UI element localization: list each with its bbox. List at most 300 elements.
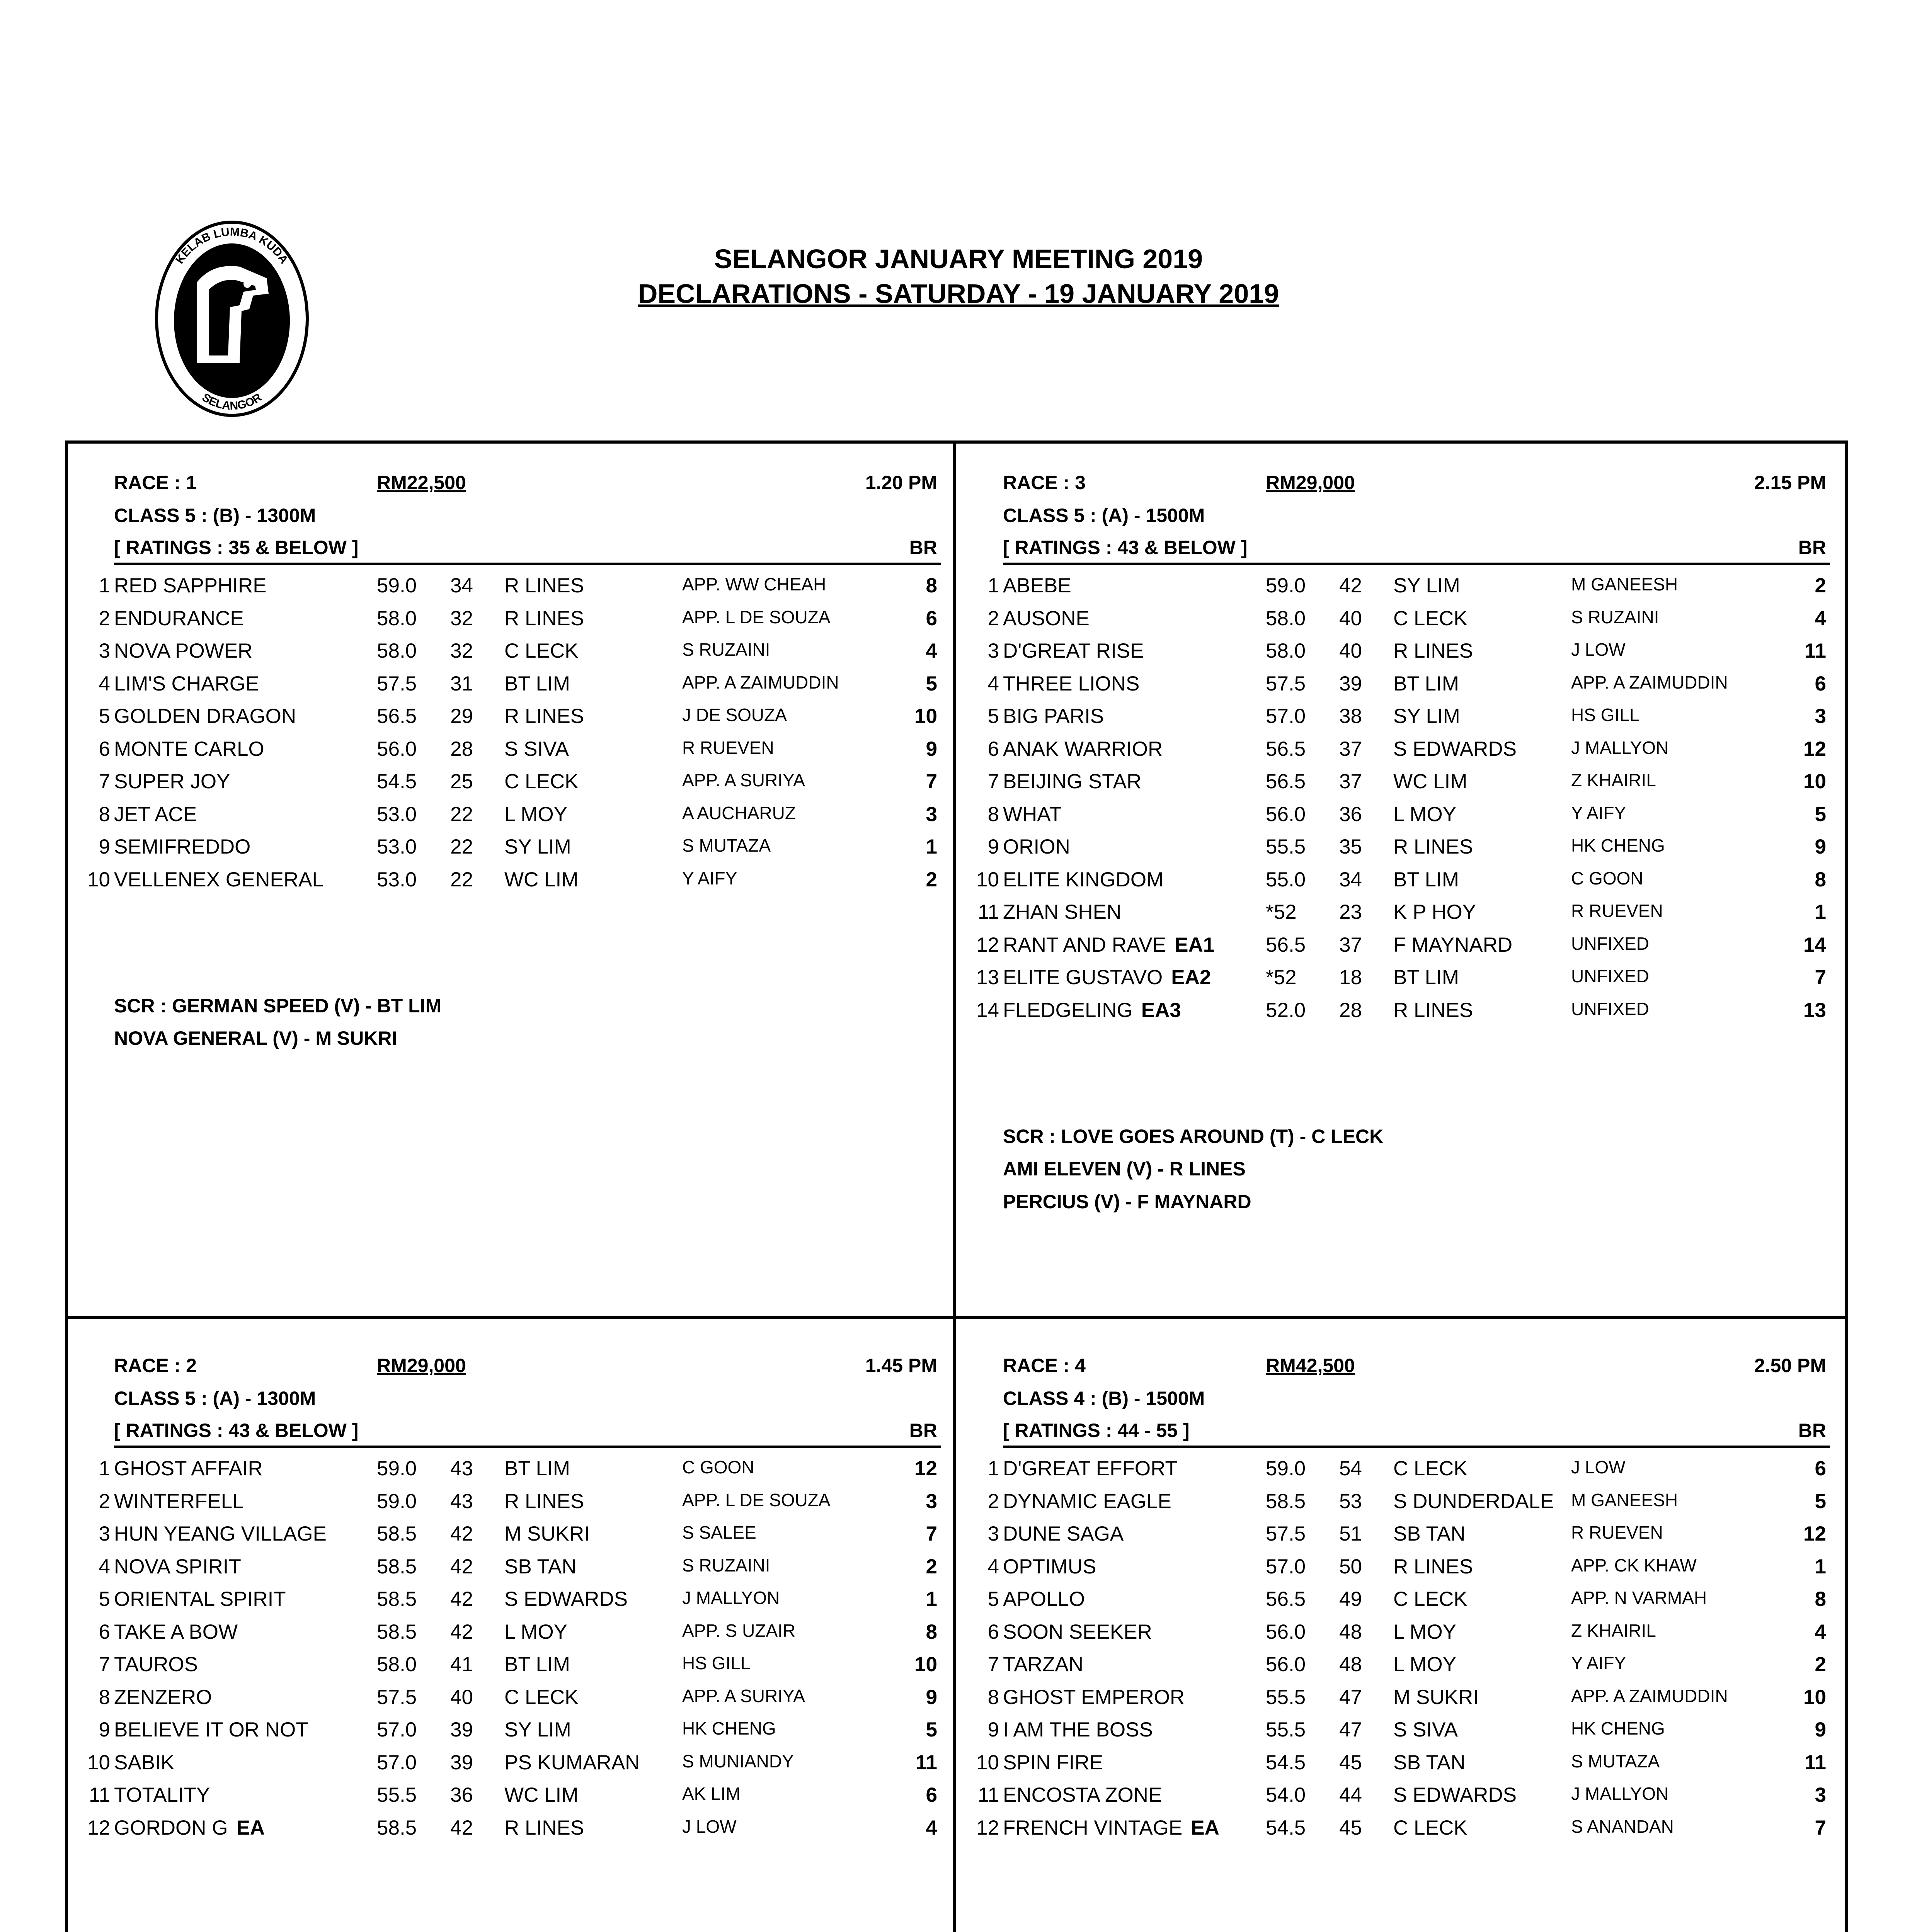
rating: 45 bbox=[1339, 1751, 1362, 1774]
runner-row bbox=[68, 733, 941, 766]
runner-number: 2 bbox=[987, 607, 999, 630]
barrier-header: BR bbox=[909, 1420, 937, 1441]
trainer: SY LIM bbox=[1393, 705, 1460, 728]
race-prize: RM29,000 bbox=[1266, 472, 1355, 493]
runner-row bbox=[957, 896, 1830, 929]
weight: 53.0 bbox=[377, 803, 417, 826]
barrier: 12 bbox=[914, 1457, 937, 1480]
horse-name-cell bbox=[1003, 868, 1163, 891]
jockey: HS GILL bbox=[682, 1653, 751, 1673]
weight: 57.5 bbox=[377, 672, 417, 695]
runner-number: 5 bbox=[99, 705, 110, 728]
rating: 45 bbox=[1339, 1816, 1362, 1839]
barrier: 10 bbox=[1803, 770, 1826, 793]
page-title: SELANGOR JANUARY MEETING 2019 bbox=[714, 244, 1203, 274]
runner-number: 8 bbox=[987, 803, 999, 826]
rating: 23 bbox=[1339, 901, 1362, 923]
trainer: L MOY bbox=[504, 1620, 567, 1643]
race-time: 1.45 PM bbox=[865, 1355, 937, 1376]
rating: 39 bbox=[1339, 672, 1362, 695]
horse-name-cell bbox=[114, 1620, 238, 1644]
runner-number: 3 bbox=[99, 1522, 110, 1545]
rating: 51 bbox=[1339, 1522, 1362, 1545]
scratchings bbox=[1003, 1125, 1383, 1223]
horse-name-cell bbox=[114, 1490, 244, 1513]
horse-name-cell bbox=[1003, 998, 1181, 1022]
runner-row bbox=[957, 668, 1830, 701]
runner-number: 1 bbox=[99, 574, 110, 597]
trainer: R LINES bbox=[1393, 639, 1473, 662]
emergency-tag: EA bbox=[236, 1816, 265, 1839]
emergency-tag: EA1 bbox=[1175, 933, 1215, 956]
runner-list bbox=[957, 1453, 1830, 1845]
jockey: APP. S UZAIR bbox=[682, 1620, 796, 1641]
trainer: SY LIM bbox=[504, 835, 571, 858]
trainer: C LECK bbox=[1393, 1457, 1468, 1480]
trainer: R LINES bbox=[504, 574, 584, 597]
runner-row bbox=[957, 603, 1830, 636]
emergency-tag: EA bbox=[1191, 1816, 1219, 1839]
runner-number: 5 bbox=[987, 705, 999, 728]
trainer: WC LIM bbox=[504, 1784, 579, 1806]
barrier: 8 bbox=[926, 574, 937, 597]
barrier: 3 bbox=[926, 803, 937, 826]
runner-number: 6 bbox=[987, 1620, 999, 1643]
horse-name-cell bbox=[1003, 835, 1070, 859]
barrier: 2 bbox=[926, 868, 937, 891]
runner-number: 3 bbox=[99, 639, 110, 662]
page-subtitle: DECLARATIONS - SATURDAY - 19 JANUARY 2019 bbox=[638, 279, 1279, 309]
horse-name: HUN YEANG VILLAGE bbox=[114, 1522, 327, 1545]
runner-list bbox=[68, 1453, 941, 1845]
horse-name-cell bbox=[1003, 1653, 1083, 1676]
jockey: Z KHAIRIL bbox=[1571, 770, 1656, 790]
scratching-line: NOVA GENERAL (V) - M SUKRI bbox=[114, 1027, 397, 1049]
weight: 58.0 bbox=[1266, 639, 1306, 662]
weight: 56.5 bbox=[1266, 1588, 1306, 1611]
horse-name-cell bbox=[1003, 672, 1139, 696]
race-time: 2.50 PM bbox=[1754, 1355, 1826, 1376]
jockey: HK CHENG bbox=[1571, 835, 1665, 855]
race-time: 2.15 PM bbox=[1754, 472, 1826, 493]
runner-row bbox=[957, 864, 1830, 897]
jockey: Y AIFY bbox=[1571, 803, 1626, 823]
emergency-tag: EA3 bbox=[1141, 998, 1181, 1022]
trainer: R LINES bbox=[1393, 835, 1473, 858]
runner-list bbox=[68, 570, 941, 896]
jockey: HS GILL bbox=[1571, 705, 1639, 725]
rating: 43 bbox=[450, 1457, 473, 1480]
runner-row bbox=[68, 1682, 941, 1714]
horse-name: APOLLO bbox=[1003, 1588, 1085, 1611]
weight: 58.5 bbox=[377, 1522, 417, 1545]
runner-number: 4 bbox=[987, 1555, 999, 1578]
scratchings bbox=[114, 995, 441, 1060]
barrier: 6 bbox=[926, 607, 937, 630]
runner-number: 9 bbox=[987, 1718, 999, 1741]
trainer: BT LIM bbox=[1393, 966, 1459, 989]
runner-number: 1 bbox=[987, 574, 999, 597]
runner-number: 6 bbox=[987, 737, 999, 760]
horse-name-cell bbox=[114, 704, 296, 728]
trainer: S EDWARDS bbox=[504, 1588, 628, 1611]
horse-name-cell bbox=[1003, 607, 1090, 630]
rating: 29 bbox=[450, 705, 473, 728]
horse-name: ABEBE bbox=[1003, 574, 1071, 597]
horse-name-cell bbox=[114, 835, 250, 859]
runner-row bbox=[68, 1453, 941, 1486]
horse-name: FRENCH VINTAGE bbox=[1003, 1816, 1183, 1839]
runner-row bbox=[957, 1812, 1830, 1845]
horse-name-cell bbox=[1003, 966, 1211, 989]
runner-number: 7 bbox=[987, 770, 999, 793]
horse-name-cell bbox=[1003, 770, 1141, 793]
rating: 22 bbox=[450, 835, 473, 858]
runner-row bbox=[957, 929, 1830, 962]
barrier: 1 bbox=[926, 1588, 937, 1611]
trainer: S EDWARDS bbox=[1393, 737, 1517, 760]
barrier: 3 bbox=[926, 1490, 937, 1513]
runner-row bbox=[68, 799, 941, 832]
horse-name: DUNE SAGA bbox=[1003, 1522, 1124, 1545]
rating: 36 bbox=[1339, 803, 1362, 826]
weight: 56.5 bbox=[1266, 737, 1306, 760]
header-rule bbox=[114, 1446, 941, 1448]
horse-name-cell bbox=[114, 1457, 263, 1480]
trainer: BT LIM bbox=[504, 672, 570, 695]
rating: 28 bbox=[450, 737, 473, 760]
rating: 39 bbox=[450, 1718, 473, 1741]
barrier: 1 bbox=[1815, 901, 1826, 923]
rating: 36 bbox=[450, 1784, 473, 1806]
rating: 25 bbox=[450, 770, 473, 793]
runner-row bbox=[68, 701, 941, 733]
runner-row bbox=[957, 701, 1830, 733]
runner-number: 14 bbox=[976, 998, 999, 1022]
runner-number: 6 bbox=[99, 737, 110, 760]
rating: 32 bbox=[450, 607, 473, 630]
trainer: L MOY bbox=[504, 803, 567, 826]
rating: 41 bbox=[450, 1653, 473, 1676]
rating: 40 bbox=[1339, 639, 1362, 662]
trainer: R LINES bbox=[504, 607, 584, 630]
barrier: 5 bbox=[926, 1718, 937, 1741]
barrier-header: BR bbox=[1798, 537, 1826, 558]
horse-name: LIM'S CHARGE bbox=[114, 672, 259, 695]
rating: 32 bbox=[450, 639, 473, 662]
race-time: 1.20 PM bbox=[865, 472, 937, 493]
rating: 49 bbox=[1339, 1588, 1362, 1611]
barrier: 8 bbox=[1815, 1588, 1826, 1611]
horse-name-cell bbox=[114, 1555, 241, 1578]
rating: 42 bbox=[450, 1816, 473, 1839]
weight: 55.5 bbox=[1266, 1685, 1306, 1709]
runner-row bbox=[957, 1779, 1830, 1812]
horse-name-cell bbox=[114, 737, 264, 761]
trainer: SB TAN bbox=[1393, 1751, 1466, 1774]
runner-number: 7 bbox=[987, 1653, 999, 1676]
jockey: S MUNIANDY bbox=[682, 1751, 794, 1771]
jockey: J LOW bbox=[1571, 639, 1626, 660]
horse-name-cell bbox=[114, 1783, 210, 1807]
weight: 58.5 bbox=[377, 1555, 417, 1578]
horse-name-cell bbox=[1003, 900, 1121, 924]
trainer: S SIVA bbox=[504, 737, 569, 760]
barrier: 11 bbox=[915, 1751, 937, 1774]
horse-name: SABIK bbox=[114, 1751, 175, 1774]
runner-number: 13 bbox=[976, 966, 999, 989]
runner-number: 2 bbox=[987, 1490, 999, 1513]
weight: 58.5 bbox=[1266, 1490, 1306, 1513]
horse-name-cell bbox=[1003, 1718, 1153, 1742]
horse-name: BELIEVE IT OR NOT bbox=[114, 1718, 308, 1741]
runner-row bbox=[957, 962, 1830, 995]
jockey: S MUTAZA bbox=[1571, 1751, 1660, 1771]
rating: 42 bbox=[450, 1522, 473, 1545]
horse-name-cell bbox=[1003, 639, 1144, 663]
weight: 58.0 bbox=[377, 607, 417, 630]
trainer: SB TAN bbox=[504, 1555, 577, 1578]
barrier: 6 bbox=[1815, 672, 1826, 695]
trainer: C LECK bbox=[1393, 1816, 1468, 1839]
weight: 58.0 bbox=[377, 1653, 417, 1676]
horse-name: WHAT bbox=[1003, 803, 1062, 826]
runner-row bbox=[68, 668, 941, 701]
jockey: APP. WW CHEAH bbox=[682, 574, 826, 594]
trainer: WC LIM bbox=[1393, 770, 1468, 793]
horse-name-cell bbox=[114, 1718, 308, 1742]
trainer: SY LIM bbox=[1393, 574, 1460, 597]
runner-number: 10 bbox=[87, 1751, 110, 1774]
weight: 56.5 bbox=[377, 705, 417, 728]
horse-name: FLEDGELING bbox=[1003, 998, 1133, 1022]
jockey: APP. L DE SOUZA bbox=[682, 607, 831, 627]
horse-name-cell bbox=[1003, 1620, 1152, 1644]
barrier: 3 bbox=[1815, 705, 1826, 728]
horse-name-cell bbox=[114, 1522, 327, 1546]
race-prize: RM29,000 bbox=[377, 1355, 466, 1376]
runner-number: 4 bbox=[99, 672, 110, 695]
horse-name: ORIENTAL SPIRIT bbox=[114, 1588, 286, 1611]
rating: 40 bbox=[450, 1685, 473, 1709]
trainer: L MOY bbox=[1393, 1620, 1456, 1643]
jockey: APP. CK KHAW bbox=[1571, 1555, 1697, 1575]
horse-name-cell bbox=[1003, 737, 1163, 761]
runner-number: 3 bbox=[987, 639, 999, 662]
rating: 42 bbox=[450, 1588, 473, 1611]
horse-name: OPTIMUS bbox=[1003, 1555, 1096, 1578]
runner-row bbox=[957, 635, 1830, 668]
weight: 59.0 bbox=[377, 1457, 417, 1480]
race-number: RACE : 3 bbox=[1003, 472, 1086, 493]
trainer: M SUKRI bbox=[504, 1522, 590, 1545]
scratching-line: AMI ELEVEN (V) - R LINES bbox=[1003, 1158, 1246, 1180]
trainer: S EDWARDS bbox=[1393, 1784, 1517, 1806]
jockey: A AUCHARUZ bbox=[682, 803, 796, 823]
horse-name-cell bbox=[114, 607, 244, 630]
weight: 58.0 bbox=[1266, 607, 1306, 630]
vertical-divider bbox=[953, 440, 956, 1932]
runner-number: 8 bbox=[99, 803, 110, 826]
trainer: BT LIM bbox=[504, 1457, 570, 1480]
runner-row bbox=[68, 1812, 941, 1845]
weight: 54.5 bbox=[1266, 1751, 1306, 1774]
trainer: C LECK bbox=[1393, 607, 1468, 630]
runner-row bbox=[957, 799, 1830, 832]
horse-name: SOON SEEKER bbox=[1003, 1620, 1152, 1643]
barrier: 9 bbox=[1815, 1718, 1826, 1741]
runner-row bbox=[957, 1714, 1830, 1747]
barrier: 2 bbox=[926, 1555, 937, 1578]
race-panel bbox=[957, 1354, 1830, 1932]
horse-name-cell bbox=[1003, 1555, 1096, 1578]
horse-name-cell bbox=[114, 639, 252, 663]
jockey: UNFIXED bbox=[1571, 933, 1649, 954]
jockey: Y AIFY bbox=[682, 868, 737, 888]
runner-row bbox=[957, 995, 1830, 1027]
runner-row bbox=[957, 1453, 1830, 1486]
rating: 54 bbox=[1339, 1457, 1362, 1480]
horse-name: VELLENEX GENERAL bbox=[114, 868, 324, 891]
horse-name: SPIN FIRE bbox=[1003, 1751, 1103, 1774]
rating: 34 bbox=[450, 574, 473, 597]
horse-name-cell bbox=[114, 770, 230, 793]
weight: 57.5 bbox=[1266, 1522, 1306, 1545]
weight: 54.0 bbox=[1266, 1784, 1306, 1806]
weight: 59.0 bbox=[1266, 1457, 1306, 1480]
barrier: 4 bbox=[926, 1816, 937, 1839]
weight: 56.5 bbox=[1266, 933, 1306, 956]
race-ratings: [ RATINGS : 35 & BELOW ] bbox=[114, 537, 359, 558]
trainer: C LECK bbox=[504, 639, 579, 662]
barrier: 13 bbox=[1803, 998, 1826, 1022]
runner-number: 11 bbox=[977, 1784, 999, 1806]
runner-row bbox=[68, 1747, 941, 1780]
jockey: Z KHAIRIL bbox=[1571, 1620, 1656, 1641]
race-number: RACE : 2 bbox=[114, 1355, 197, 1376]
runner-row bbox=[68, 831, 941, 864]
horse-name: ELITE GUSTAVO bbox=[1003, 966, 1163, 989]
runner-number: 7 bbox=[99, 770, 110, 793]
race-class: CLASS 5 : (B) - 1300M bbox=[114, 505, 316, 526]
rating: 18 bbox=[1339, 966, 1362, 989]
rating: 48 bbox=[1339, 1620, 1362, 1643]
horse-name: DYNAMIC EAGLE bbox=[1003, 1490, 1171, 1513]
horse-name-cell bbox=[1003, 1457, 1178, 1480]
horse-name-cell bbox=[1003, 704, 1104, 728]
trainer: WC LIM bbox=[504, 868, 579, 891]
barrier: 7 bbox=[1815, 966, 1826, 989]
runner-number: 4 bbox=[987, 672, 999, 695]
barrier: 12 bbox=[1803, 737, 1826, 760]
barrier: 9 bbox=[1815, 835, 1826, 858]
jockey: J LOW bbox=[1571, 1457, 1626, 1477]
horse-name: NOVA SPIRIT bbox=[114, 1555, 241, 1578]
jockey: HK CHENG bbox=[1571, 1718, 1665, 1738]
horse-name: SEMIFREDDO bbox=[114, 835, 251, 858]
horse-name: ELITE KINGDOM bbox=[1003, 868, 1164, 891]
rating: 42 bbox=[1339, 574, 1362, 597]
barrier: 3 bbox=[1815, 1784, 1826, 1806]
trainer: BT LIM bbox=[1393, 868, 1459, 891]
horse-name: TAUROS bbox=[114, 1653, 198, 1676]
horse-name-cell bbox=[1003, 803, 1062, 826]
barrier: 1 bbox=[926, 835, 937, 858]
horse-name: GORDON G bbox=[114, 1816, 228, 1839]
jockey: S RUZAINI bbox=[682, 639, 770, 660]
horse-name: AUSONE bbox=[1003, 607, 1090, 630]
horse-name: TARZAN bbox=[1003, 1653, 1084, 1676]
trainer: BT LIM bbox=[1393, 672, 1459, 695]
race-ratings: [ RATINGS : 43 & BELOW ] bbox=[1003, 537, 1248, 558]
runner-row bbox=[68, 1779, 941, 1812]
race-ratings: [ RATINGS : 44 - 55 ] bbox=[1003, 1420, 1190, 1441]
weight: 57.0 bbox=[377, 1751, 417, 1774]
barrier: 6 bbox=[926, 1784, 937, 1806]
horse-name-cell bbox=[114, 803, 197, 826]
runner-row bbox=[68, 635, 941, 668]
weight: 57.5 bbox=[1266, 672, 1306, 695]
runner-row bbox=[68, 1714, 941, 1747]
barrier: 10 bbox=[914, 705, 937, 728]
rating: 50 bbox=[1339, 1555, 1362, 1578]
weight: 59.0 bbox=[1266, 574, 1306, 597]
jockey: C GOON bbox=[1571, 868, 1643, 888]
runner-number: 4 bbox=[99, 1555, 110, 1578]
barrier: 8 bbox=[926, 1620, 937, 1643]
horse-name: GHOST AFFAIR bbox=[114, 1457, 263, 1480]
runner-row bbox=[957, 570, 1830, 603]
jockey: APP. A ZAIMUDDIN bbox=[1571, 672, 1728, 692]
jockey: S ANANDAN bbox=[1571, 1816, 1674, 1837]
horse-name: JET ACE bbox=[114, 803, 197, 826]
trainer: R LINES bbox=[504, 1490, 584, 1513]
trainer: C LECK bbox=[504, 770, 579, 793]
barrier-header: BR bbox=[909, 537, 937, 558]
runner-row bbox=[68, 1649, 941, 1682]
weight: 56.0 bbox=[1266, 1620, 1306, 1643]
horse-name-cell bbox=[114, 1587, 286, 1611]
trainer: R LINES bbox=[1393, 1555, 1473, 1578]
jockey: APP. A ZAIMUDDIN bbox=[682, 672, 839, 692]
runner-number: 12 bbox=[976, 933, 999, 956]
runner-row bbox=[68, 1518, 941, 1551]
runner-row bbox=[68, 570, 941, 603]
runner-row bbox=[957, 1747, 1830, 1780]
weight: 58.5 bbox=[377, 1620, 417, 1643]
trainer: R LINES bbox=[1393, 998, 1473, 1022]
header-rule bbox=[1003, 563, 1830, 565]
jockey: APP. N VARMAH bbox=[1571, 1588, 1707, 1608]
rating: 28 bbox=[1339, 998, 1362, 1022]
rating: 22 bbox=[450, 868, 473, 891]
weight: 59.0 bbox=[377, 574, 417, 597]
horse-name: SUPER JOY bbox=[114, 770, 230, 793]
runner-number: 2 bbox=[99, 607, 110, 630]
horse-name-cell bbox=[1003, 1587, 1085, 1611]
barrier: 2 bbox=[1815, 574, 1826, 597]
runner-row bbox=[68, 1583, 941, 1616]
runner-row bbox=[957, 1583, 1830, 1616]
runner-number: 9 bbox=[99, 1718, 110, 1741]
horse-name-cell bbox=[114, 1816, 265, 1840]
jockey: S RUZAINI bbox=[682, 1555, 770, 1575]
weight: 57.0 bbox=[377, 1718, 417, 1741]
emergency-tag: EA2 bbox=[1171, 966, 1211, 989]
barrier: 11 bbox=[1804, 639, 1826, 662]
header-rule bbox=[1003, 1446, 1830, 1448]
runner-row bbox=[957, 1649, 1830, 1682]
